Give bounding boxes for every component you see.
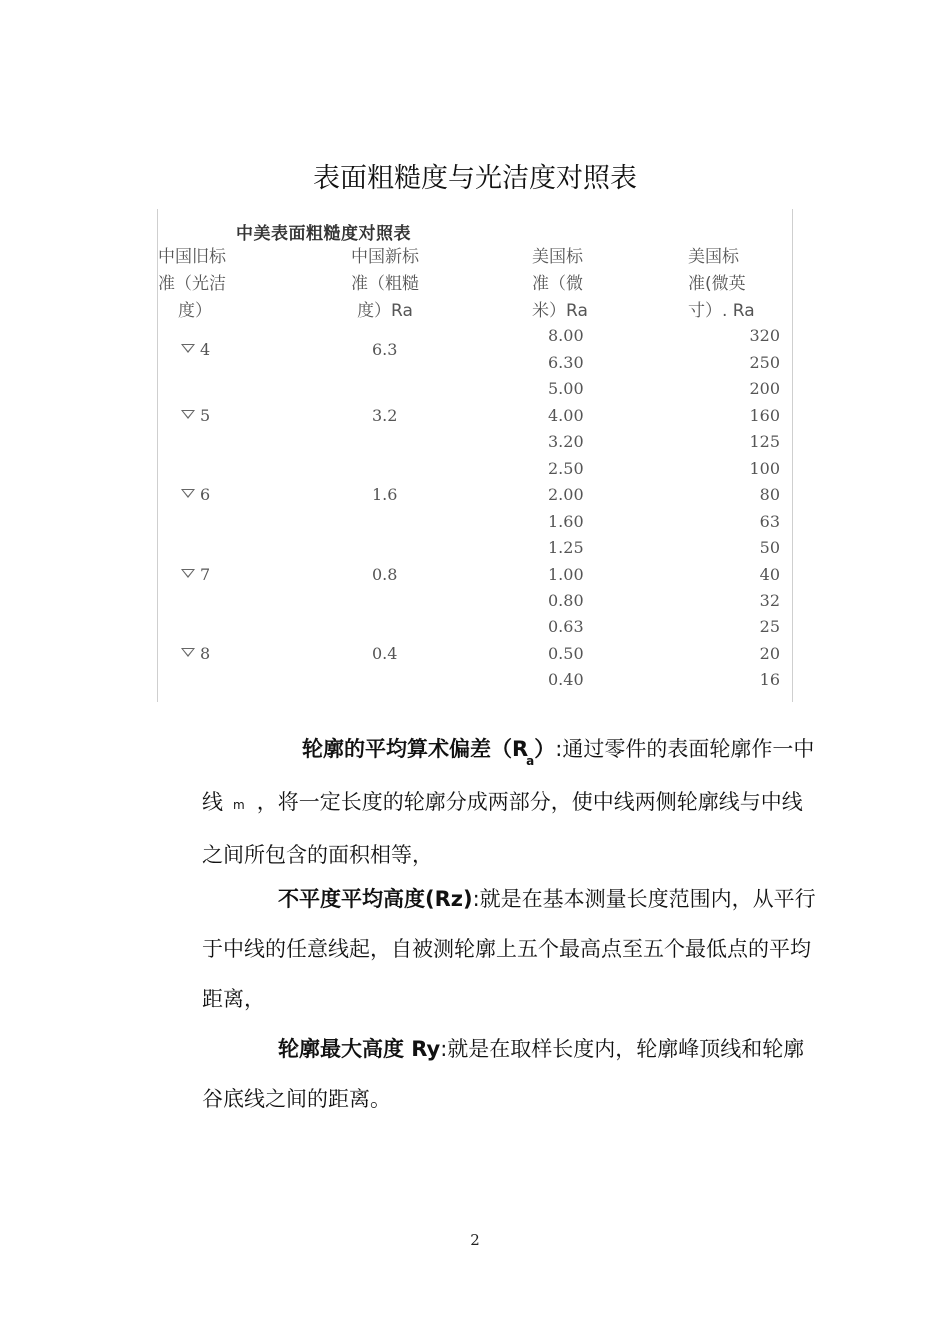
document-title: 表面粗糙度与光洁度对照表 xyxy=(313,163,637,194)
new-ra-cell: 0.8 xyxy=(372,565,398,584)
us-micron-cell: 8.00 xyxy=(548,326,584,345)
header-line: 度）Ra xyxy=(357,301,413,321)
us-micron-cell: 0.50 xyxy=(548,644,584,663)
us-microinch-cell: 250 xyxy=(749,353,780,372)
us-micron-cell: 0.63 xyxy=(548,617,584,636)
table-caption: 中美表面粗糙度对照表 xyxy=(236,224,411,244)
ra-text-b: ，将一定长度的轮廓分成两部分，使中线两侧轮廓线与中线之间所包含的面积相等， xyxy=(202,790,803,867)
us-microinch-cell: 40 xyxy=(759,565,780,584)
old-grade-cell: 5 xyxy=(181,406,210,425)
header-line: 中国旧标 xyxy=(158,247,226,267)
new-ra-cell: 1.6 xyxy=(372,485,398,504)
us-micron-cell: 1.25 xyxy=(548,538,584,557)
us-micron-cell: 2.00 xyxy=(548,485,584,504)
subscript-a: a xyxy=(526,754,535,768)
us-microinch-cell: 80 xyxy=(759,485,780,504)
header-line: 准（光洁 xyxy=(158,274,226,294)
header-line: 准(微英 xyxy=(688,274,746,294)
header-line: 准（微 xyxy=(532,274,583,294)
term-ra-close: ） xyxy=(534,737,556,761)
us-micron-cell: 0.40 xyxy=(548,670,584,689)
us-micron-cell: 2.50 xyxy=(548,459,584,478)
header-cn-old xyxy=(158,244,238,325)
us-microinch-cell: 125 xyxy=(749,432,780,451)
us-microinch-cell: 20 xyxy=(759,644,780,663)
rz-text: :就是在基本测量长度范围内，从平行于中线的任意线起，自被测轮廓上五个最高点至五个最低点的平均距离， xyxy=(202,887,816,1011)
header-line: 美国标 xyxy=(688,247,739,267)
page-number: 2 xyxy=(470,1231,480,1249)
ra-text-a: :通过零件的表面轮廓作一中线 xyxy=(202,737,815,814)
old-grade-cell: 8 xyxy=(181,644,210,663)
header-line: 美国标 xyxy=(532,247,583,267)
header-us-microinch xyxy=(688,244,768,325)
us-microinch-cell: 100 xyxy=(749,459,780,478)
finish-triangle-icon xyxy=(181,410,195,419)
new-ra-cell: 3.2 xyxy=(372,406,398,425)
us-micron-cell: 4.00 xyxy=(548,406,584,425)
old-grade-cell: 7 xyxy=(181,565,210,584)
old-grade-cell: 4 xyxy=(181,340,210,359)
us-micron-cell: 0.80 xyxy=(548,591,584,610)
finish-triangle-icon xyxy=(181,489,195,498)
us-microinch-cell: 50 xyxy=(759,538,780,557)
us-microinch-cell: 320 xyxy=(749,326,780,345)
us-microinch-cell: 200 xyxy=(749,379,780,398)
us-microinch-cell: 160 xyxy=(749,406,780,425)
old-grade-cell: 6 xyxy=(181,485,210,504)
header-line: 寸）. Ra xyxy=(688,301,755,321)
term-rz: 不平度平均高度(Rz) xyxy=(278,887,473,911)
new-ra-cell: 6.3 xyxy=(372,340,398,359)
header-line: 度） xyxy=(178,301,212,321)
paragraph-rz-definition xyxy=(202,874,822,1024)
paragraph-ra-definition xyxy=(202,724,822,880)
paragraph-ry-definition xyxy=(202,1024,822,1124)
us-microinch-cell: 25 xyxy=(759,617,780,636)
header-line: 准（粗糙 xyxy=(351,274,419,294)
finish-triangle-icon xyxy=(181,569,195,578)
us-micron-cell: 3.20 xyxy=(548,432,584,451)
ry-text: :就是在取样长度内，轮廓峰顶线和轮廓谷底线之间的距离。 xyxy=(202,1037,805,1111)
header-cn-new xyxy=(340,244,430,325)
header-line: 米）Ra xyxy=(532,301,588,321)
term-ry: 轮廓最大高度 Ry xyxy=(278,1037,441,1061)
us-micron-cell: 1.00 xyxy=(548,565,584,584)
header-line: 中国新标 xyxy=(351,247,419,267)
term-ra: 轮廓的平均算术偏差（R xyxy=(302,737,529,761)
finish-triangle-icon xyxy=(181,648,195,657)
us-microinch-cell: 32 xyxy=(759,591,780,610)
us-micron-cell: 6.30 xyxy=(548,353,584,372)
us-micron-cell: 5.00 xyxy=(548,379,584,398)
us-microinch-cell: 63 xyxy=(759,512,780,531)
us-microinch-cell: 16 xyxy=(759,670,780,689)
finish-triangle-icon xyxy=(181,344,195,353)
header-us-micron xyxy=(532,244,602,325)
us-micron-cell: 1.60 xyxy=(548,512,584,531)
new-ra-cell: 0.4 xyxy=(372,644,398,663)
small-m: m xyxy=(233,798,245,812)
